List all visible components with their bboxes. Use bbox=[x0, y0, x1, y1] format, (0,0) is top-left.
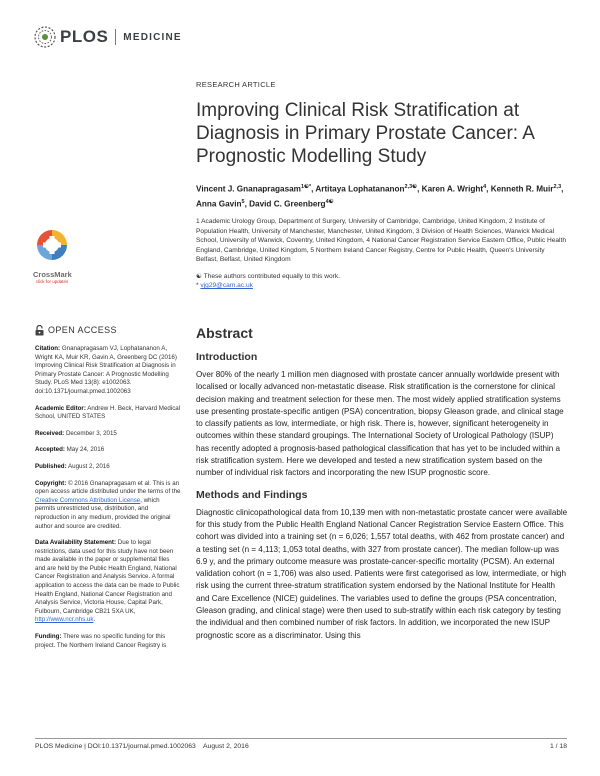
author-affiliation-marker: 1☯* bbox=[300, 184, 312, 190]
author-affiliation-marker: 2,3 bbox=[553, 184, 562, 190]
article-type: RESEARCH ARTICLE bbox=[196, 80, 276, 89]
author-name[interactable]: Artitaya Lophatananon bbox=[315, 184, 405, 194]
crossmark-sub: click for updates bbox=[35, 279, 69, 284]
published-date: August 2, 2016 bbox=[66, 462, 110, 470]
copyright-block bbox=[35, 480, 181, 532]
article-title: Improving Clinical Risk Stratification at Diagnosis in Primary Prostate Cancer: A Prognostic Modelling Study bbox=[196, 100, 534, 167]
citation-block bbox=[35, 345, 181, 397]
page-footer bbox=[35, 738, 567, 750]
received-block bbox=[35, 430, 181, 439]
logo-divider bbox=[115, 29, 116, 45]
editor-label: Academic Editor: bbox=[35, 404, 86, 412]
copyright-text: © 2016 Gnanapragasam et al. This is an open access article distributed under the terms of the bbox=[35, 479, 181, 496]
corresponding-email-line bbox=[196, 281, 568, 291]
author-affiliation-marker: 2,3☯ bbox=[404, 184, 418, 190]
page-number: 1 / 18 bbox=[549, 743, 567, 750]
author-name[interactable]: Karen A. Wright bbox=[421, 184, 484, 194]
accepted-label: Accepted: bbox=[35, 446, 65, 454]
funding-text: There was no specific funding for this project. The Northern Ireland Cancer Registry is bbox=[35, 633, 167, 649]
received-label: Received: bbox=[35, 429, 65, 437]
funding-block bbox=[35, 633, 181, 650]
copyright-label: Copyright: bbox=[35, 479, 67, 487]
article-metadata-sidebar bbox=[35, 325, 181, 658]
published-block bbox=[35, 463, 181, 472]
crossmark-icon bbox=[35, 228, 69, 264]
author-name[interactable]: David C. Greenberg bbox=[249, 199, 326, 209]
author-name[interactable]: Kenneth R. Muir bbox=[490, 184, 554, 194]
author-affiliation-marker: 5 bbox=[241, 198, 245, 205]
article-main bbox=[196, 80, 568, 642]
author-name[interactable]: Vincent J. Gnanapragasam bbox=[196, 184, 301, 194]
email-link[interactable]: vjg29@cam.ac.uk bbox=[200, 282, 253, 290]
funding-label: Funding: bbox=[35, 633, 62, 641]
crossmark-badge[interactable] bbox=[33, 228, 71, 284]
editor-text: Andrew H. Beck, Harvard Medical School, UNITED STATES bbox=[35, 404, 181, 421]
author-notes bbox=[196, 272, 568, 291]
published-label: Published: bbox=[35, 462, 67, 470]
equal-contribution-note: ☯ These authors contributed equally to this work. bbox=[196, 272, 340, 280]
citation-text: Gnanapragasam VJ, Lophatananon A, Wright KA, Muir KR, Gavin A, Greenberg DC (2016) Improving Clinical Risk Stratification at Diagnosis in Primary Prostate Cancer: A Prognostic Modelling Study. PLoS Med 13(8): e1002063. doi:10.1371/journal.pmed.1002063 bbox=[35, 345, 177, 395]
copyright-text-end: , which permits unrestricted use, distribution, and reproduction in any medium, provided the original author and source are credited. bbox=[35, 496, 171, 530]
open-lock-icon bbox=[35, 325, 44, 336]
brand-name: PLOS bbox=[60, 27, 109, 46]
introduction-heading: Introduction bbox=[196, 350, 258, 363]
abstract-heading: Abstract bbox=[196, 324, 253, 341]
footer-citation: PLOS Medicine | DOI:10.1371/journal.pmed.1002063 August 2, 2016 bbox=[35, 743, 249, 750]
methods-paragraph: Diagnostic clinicopathological data from 10,139 men with non-metastatic prostate cancer were available for this study from the Public Health England National Cancer Registration Service Eastern Office. This cohort was divided into a training set (n = 6,026; 1,557 total deaths, with 462 from prostate cancer) and a testing set (n = 4,113; 1,053 total deaths, with 327 from prostate cancer). The median follow-up was 6.9 y, and the primary outcome measure was prostate-cancer-specific mortality (PCSM). An external validation cohort (n = 1,706) was also used. Patients were first categorised as low, intermediate, or high risk using the current three-stratum stratification system endorsed by the National Institute for Health and Care Excellence (NICE) guidelines. The variables used to define the groups (PSA concentration, Gleason grading, and clinical stage) were then used to sub-stratify within each risk category by testing the individual and then combined number of risk factors. In addition, we incorporated the new ISUP prognostic score as a discriminator. Using this bbox=[196, 507, 568, 640]
methods-heading: Methods and Findings bbox=[196, 488, 308, 501]
journal-logo[interactable] bbox=[34, 25, 182, 49]
author-list: Vincent J. Gnanapragasam$^{1☯*}$, Artitaya Lophatananon$^{2,3☯}$, Karen A. Wright$^4$, Kenneth R. Muir$^{2,3}$, Anna Gavin$^5$, David C. Greenberg$^{4☯}$ bbox=[196, 184, 564, 209]
author-affiliation-marker: 4☯ bbox=[325, 198, 334, 205]
data-availability-block bbox=[35, 539, 181, 625]
plos-logo-icon bbox=[34, 26, 56, 48]
accepted-block bbox=[35, 446, 181, 455]
data-availability-end: . bbox=[93, 616, 96, 624]
editor-block bbox=[35, 405, 181, 422]
email-marker: * bbox=[196, 282, 201, 290]
data-availability-label: Data Availability Statement: bbox=[35, 539, 117, 547]
introduction-paragraph: Over 80% of the nearly 1 million men diagnosed with prostate cancer annually worldwide present with localised or locally advanced non-metastatic disease. Risk stratification is the cornerstone for clinical decision making and treatment selection for these men. The most widely applied stratification systems use presenting prostate-specific antigen (PSA) concentration, biopsy Gleason grade, and clinical stage to classify patients as low, intermediate, or high risk. There is, however, significant heterogeneity in outcomes within these standard groupings. The International Society of Urological Pathology (ISUP) has recently adopted a prognosis-based pathological classification that has yet to be included within a risk stratification system. Here we developed and tested a new stratification system based on the number of individual risk factors and incorporating the new ISUP prognostic score. bbox=[196, 369, 564, 478]
author-name[interactable]: Anna Gavin bbox=[196, 199, 242, 209]
open-access-badge[interactable] bbox=[35, 325, 181, 336]
crossmark-label: CrossMark bbox=[33, 270, 72, 279]
license-link[interactable]: Creative Commons Attribution License bbox=[35, 496, 141, 504]
received-date: December 3, 2015 bbox=[64, 429, 117, 437]
open-access-label: OPEN ACCESS bbox=[48, 325, 117, 336]
author-affiliation-marker: 4 bbox=[483, 184, 487, 190]
accepted-date: May 24, 2016 bbox=[64, 446, 105, 454]
data-availability-text: Due to legal restrictions, data used for this study have not been made available in the paper or supplemental files and are held by the Public Health England, National Cancer Registration and Analysis Service. A formal application to access the data can be made to Public Health England, National Cancer Registration and Analysis Service, Victoria House, Capital Park, Fulbourn, Cambridge CB21 5XA UK, bbox=[35, 539, 180, 615]
registry-link[interactable]: http://www.ncr.nhs.uk bbox=[35, 616, 94, 624]
affiliations: 1 Academic Urology Group, Department of Surgery, University of Cambridge, Cambridge, United Kingdom, 2 Institute of Population Health, University of Manchester, Manchester, United Kingdom, 3 Division of Health Sciences, Warwick Medical School, University of Warwick, Coventry, United Kingdom, 4 National Cancer Registration Service Eastern Office, Public Health England, Cambridge, United Kingdom, 5 Northern Ireland Cancer Registry, Centre for Public Health, Queen's University Belfast, Belfast, United Kingdom bbox=[196, 218, 567, 264]
journal-name: MEDICINE bbox=[123, 31, 182, 43]
citation-label: Citation: bbox=[35, 345, 61, 352]
